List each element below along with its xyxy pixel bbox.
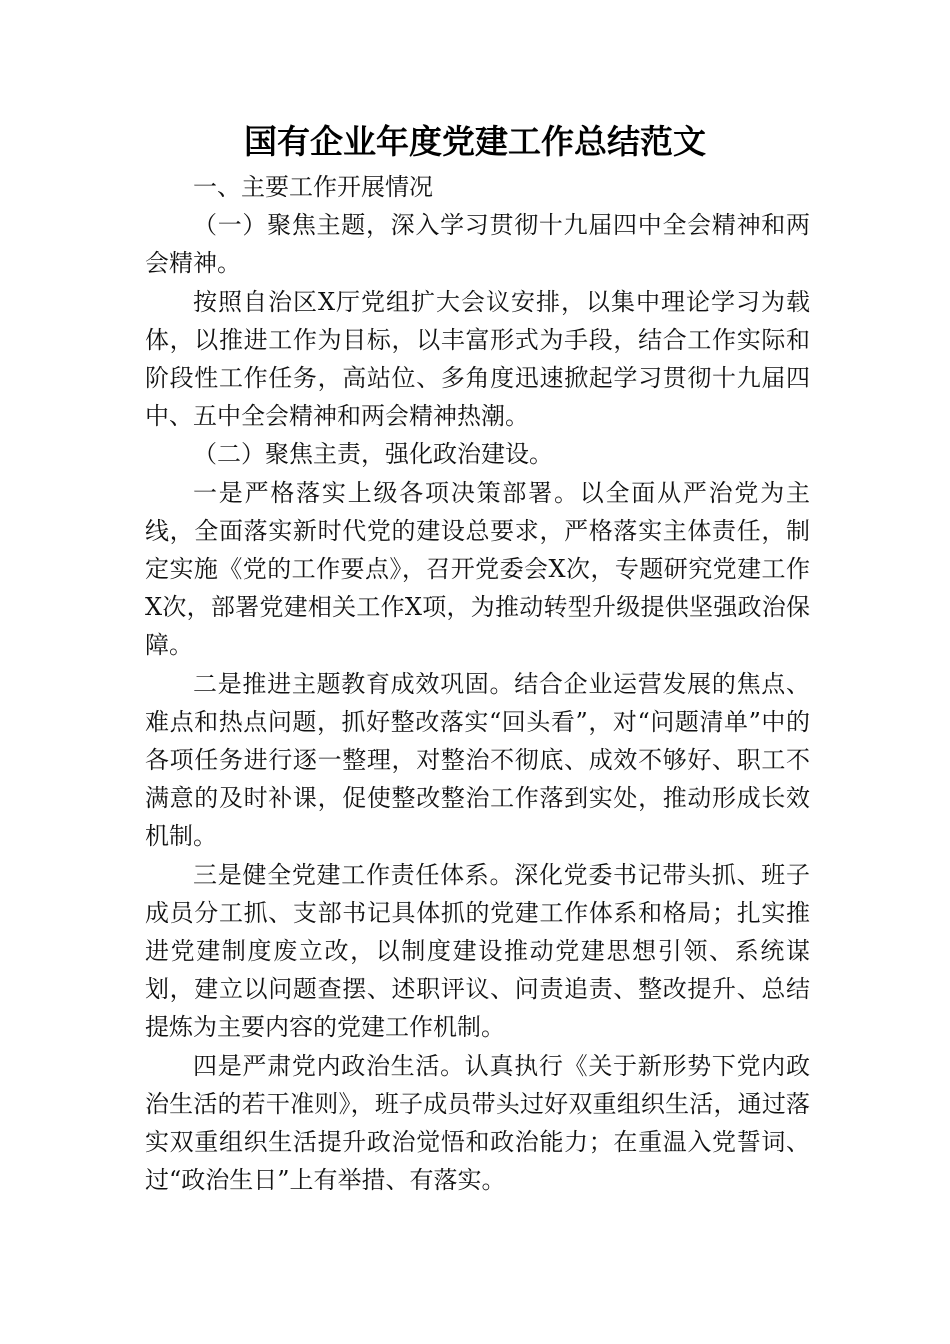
subsection-heading-2: （二）聚焦主责，强化政治建设。 [193,440,553,469]
subsection-heading-1: （一）聚焦主题，深入学习贯彻十九届四中全会精神和两会精神。 [145,211,810,278]
body-paragraph: 三是健全党建工作责任体系。深化党委书记带头抓、班子成员分工抓、支部书记具体抓的党建工作体系和格局；扎实推进党建制度废立改，以制度建设推动党建思想引领、系统谋划，建立以问题查摆、述职评议、问责追责、整改提升、总结提炼为主要内容的党建工作机制。 [145,860,810,1042]
body-paragraph: 二是推进主题教育成效巩固。结合企业运营发展的焦点、难点和热点问题，抓好整改落实“回头看”，对“问题清单”中的各项任务进行逐一整理，对整治不彻底、成效不够好、职工不满意的及时补课，促使整改整治工作落到实处，推动形成长效机制。 [145,669,810,851]
body-paragraph: 一是严格落实上级各项决策部署。以全面从严治党为主线，全面落实新时代党的建设总要求，严格落实主体责任，制定实施《党的工作要点》，召开党委会X次，专题研究党建工作X次，部署党建相关工作X项，为推动转型升级提供坚强政治保障。 [145,478,810,660]
document-body [145,168,810,1199]
document-title: 国有企业年度党建工作总结范文 [244,122,706,161]
section-heading-1: 一、主要工作开展情况 [193,173,433,201]
body-paragraph: 按照自治区X厅党组扩大会议安排，以集中理论学习为载体，以推进工作为目标，以丰富形式为手段，结合工作实际和阶段性工作任务，高站位、多角度迅速掀起学习贯彻十九届四中、五中全会精神和两会精神热潮。 [145,287,810,431]
body-paragraph: 四是严肃党内政治生活。认真执行《关于新形势下党内政治生活的若干准则》，班子成员带头过好双重组织生活，通过落实双重组织生活提升政治觉悟和政治能力；在重温入党誓词、过“政治生日”上有举措、有落实。 [145,1051,810,1195]
